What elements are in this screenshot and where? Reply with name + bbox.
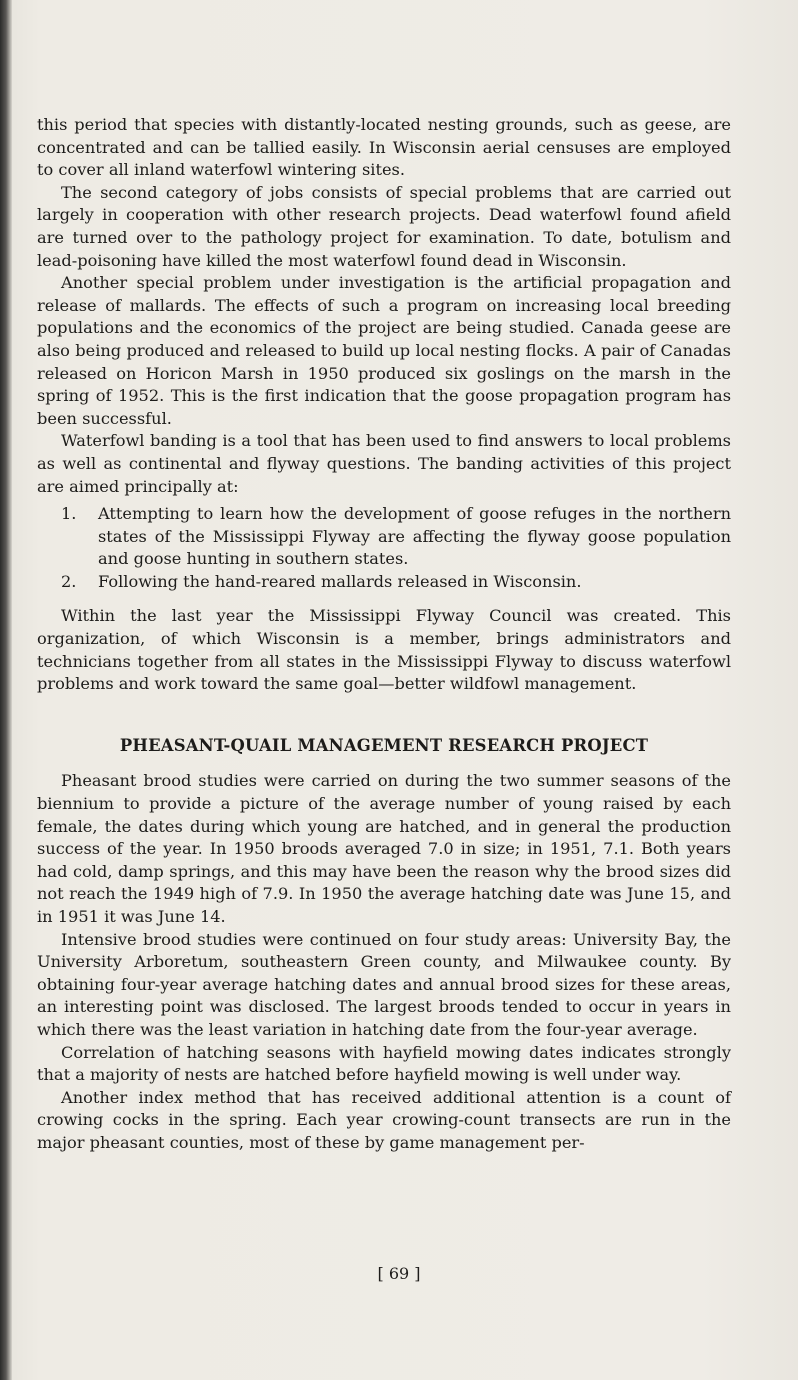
section-heading: PHEASANT-QUAIL MANAGEMENT RESEARCH PROJECT	[119, 735, 649, 755]
paragraph-flyway-council: Within the last year the Mississippi Flyway Council was created. This organization, of which Wisconsin is a member, brings administrators and technicians together from all states in the Mississippi Flyway to discuss waterfowl problems and work toward the same goal—better wildfowl management.	[37, 606, 731, 694]
banding-aims-list	[37, 503, 731, 593]
paragraph-brood-studies: Pheasant brood studies were carried on during the two summer seasons of the biennium to provide a picture of the average number of young raised by each female, the dates during which young are hatched, and in general the production success of the year. In 1950 broods averaged 7.0 in size; in 1951, 7.1. Both years had cold, damp springs, and this may have been the reason why the brood sizes did not reach the 1949 high of 7.9. In 1950 the average hatching date was June 15, and in 1951 it was June 14.	[37, 771, 731, 926]
paragraph-mallard-propagation: Another special problem under investigation is the artificial propagation and release of mallards. The effects of such a program on increasing local breeding populations and the economics of the project are being studied. Canada geese are also being produced and released to build up local nesting flocks. A pair of Canadas released on Horicon Marsh in 1950 produced six goslings on the marsh in the spring of 1952. This is the first indication that the goose propagation program has been successful.	[37, 273, 731, 428]
page-number: [ 69 ]	[377, 1264, 421, 1283]
paragraph-intensive-studies: Intensive brood studies were continued on four study areas: University Bay, the University Arboretum, southeastern Green county, and Milwaukee county. By obtaining four-year average hatching dates and annual brood sizes for these areas, an interesting point was disclosed. The largest broods tended to occur in years in which there was the least variation in hatching date from the four-year average.	[37, 929, 731, 1039]
list-item-number: 1.	[61, 504, 77, 524]
paragraph-continued: this period that species with distantly-located nesting grounds, such as geese, are concentrated and can be tallied easily. In Wisconsin aerial censuses are employed to cover all inland waterfowl wintering sites.	[37, 115, 731, 180]
list-item	[61, 571, 731, 594]
paragraph-banding: Waterfowl banding is a tool that has been used to find answers to local problems as well as continental and flyway questions. The banding activities of this project are aimed principally at:	[37, 431, 731, 496]
paragraph-special-problems: The second category of jobs consists of special problems that are carried out largely in cooperation with other research projects. Dead waterfowl found afield are turned over to the pathology project for examination. To date, botulism and lead-poisoning have killed the most waterfowl found dead in Wisconsin.	[37, 182, 731, 270]
page-body	[37, 114, 731, 1155]
list-item	[61, 503, 731, 571]
list-item-text: Attempting to learn how the development of goose refuges in the northern states of the Mississippi Flyway are affecting the flyway goose population and goose hunting in southern states.	[98, 504, 731, 569]
binding-edge	[0, 0, 12, 1380]
list-item-number: 2.	[61, 571, 77, 591]
paragraph-hayfield-correlation: Correlation of hatching seasons with hayfield mowing dates indicates strongly that a majority of nests are hatched before hayfield mowing is well under way.	[37, 1042, 731, 1085]
list-item-text: Following the hand-reared mallards released in Wisconsin.	[98, 571, 582, 591]
paragraph-crowing-count: Another index method that has received additional attention is a count of crowing cocks in the spring. Each year crowing-count transects are run in the major pheasant counties, most of these by game management per-	[37, 1087, 731, 1152]
